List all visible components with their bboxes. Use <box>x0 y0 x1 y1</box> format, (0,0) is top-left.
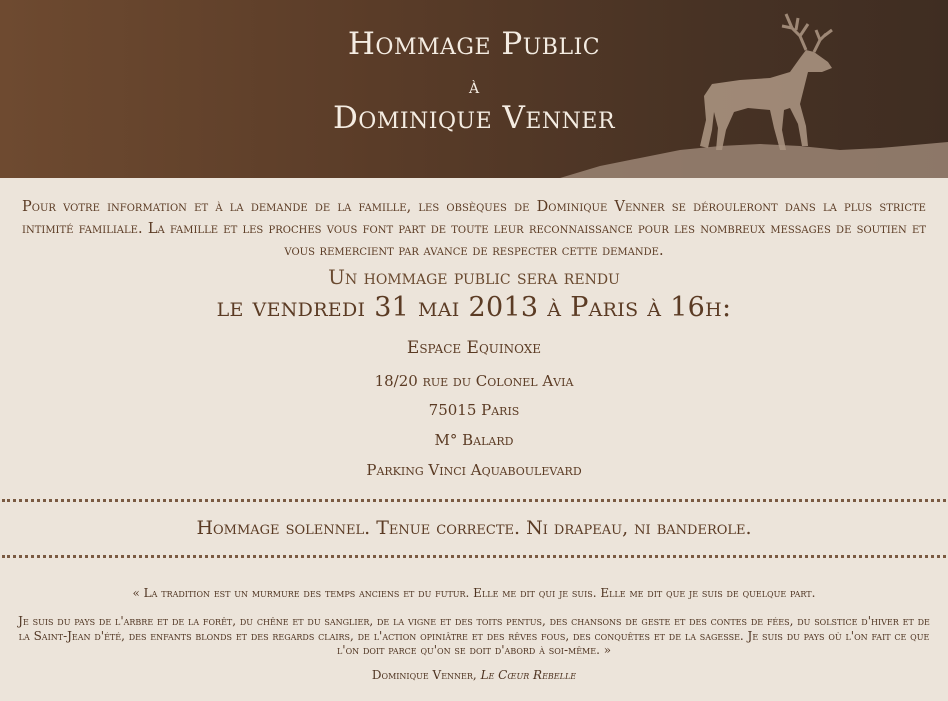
page-title-line1: Hommage Public <box>347 26 601 62</box>
intro-paragraph: Pour votre information et à la demande de la famille, les obsèques de Dominique Venner se dérouleront dans la plus stricte intimité familiale. La famille et les proches vous font part de toute leur reconnaissance pour les nombreux messages de soutien et vous remercient par avance de respecter cette demande. <box>22 199 926 259</box>
address-parking: Parking Vinci Aquaboulevard <box>366 461 582 479</box>
announcement-text: Un hommage public sera rendu <box>328 265 620 289</box>
venue-name: Espace Equinoxe <box>406 338 542 358</box>
header-banner <box>0 0 948 178</box>
quote-author: Dominique Venner, <box>371 668 477 682</box>
dotted-divider <box>2 499 946 502</box>
event-date: le vendredi 31 mai 2013 à Paris à 16h: <box>216 292 732 323</box>
address-metro: M° Balard <box>434 431 514 449</box>
quote-line2: Je suis du pays de l'arbre et de la forêt, du chêne et du sanglier, de la vigne et des toits pentus, des chansons de geste et des contes de fées, du solstice d'hiver et de la Saint-Jean d'été, des enfants blonds et des regards clairs, de l'action opiniâtre et des rêves fous, des conquêtes et de la sagesse. Je suis du pays où l'on fait ce que l'on doit parce qu'on se doit d'abord à soi-même. » <box>18 614 930 657</box>
quote-book: Le Cœur Rebelle <box>480 668 577 682</box>
quote-line1: « La tradition est un murmure des temps anciens et du futur. Elle me dit qui je suis. Elle me dit que je suis de quelque part. <box>132 586 816 600</box>
quote-signature <box>0 668 948 682</box>
address-city: 75015 Paris <box>428 401 520 419</box>
dress-code: Hommage solennel. Tenue correcte. Ni drapeau, ni banderole. <box>196 517 752 539</box>
address-street: 18/20 rue du Colonel Avia <box>374 372 574 390</box>
page-title-line3: Dominique Venner <box>332 100 616 136</box>
page-title-line2: à <box>468 74 480 98</box>
dotted-divider <box>2 555 946 558</box>
